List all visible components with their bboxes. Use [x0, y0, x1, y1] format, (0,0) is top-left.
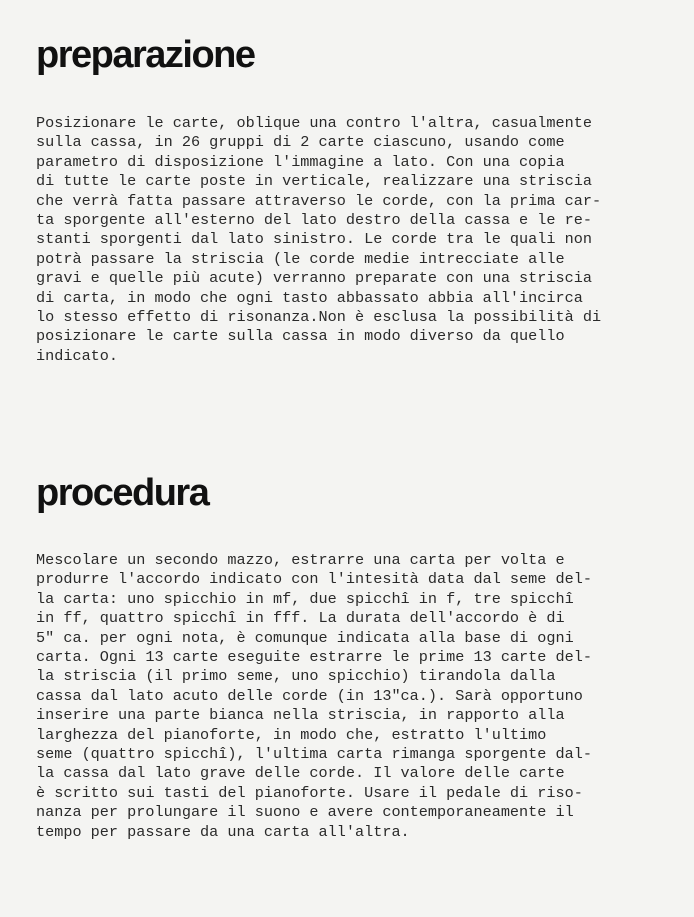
text-line: potrà passare la striscia (le corde medie intrecciate alle [36, 249, 565, 268]
text-line: seme (quattro spicchî), l'ultima carta rimanga sporgente dal- [36, 745, 592, 764]
text-line: larghezza del pianoforte, in modo che, estratto l'ultimo [36, 725, 547, 744]
section-title-preparazione: preparazione [36, 34, 255, 76]
text-line: parametro di disposizione l'immagine a lato. Con una copia [36, 152, 565, 171]
text-line: che verrà fatta passare attraverso le corde, con la prima car- [36, 191, 602, 210]
text-line: 5" ca. per ogni nota, è comunque indicata alla base di ogni [36, 628, 574, 647]
text-line: sulla cassa, in 26 gruppi di 2 carte ciascuno, usando come [36, 133, 565, 152]
text-line: la cassa dal lato grave delle corde. Il valore delle carte [36, 764, 565, 783]
text-line: nanza per prolungare il suono e avere contemporaneamente il [36, 803, 574, 822]
text-line: cassa dal lato acuto delle corde (in 13"ca.). Sarà opportuno [36, 686, 583, 705]
text-line: ta sporgente all'esterno del lato destro della cassa e le re- [36, 211, 592, 230]
text-line: in ff, quattro spicchî in fff. La durata dell'accordo è di [36, 609, 565, 628]
section-body-preparazione [36, 114, 681, 366]
text-line: lo stesso effetto di risonanza.Non è esclusa la possibilità di [36, 308, 602, 327]
text-line: carta. Ogni 13 carte eseguite estrarre le prime 13 carte del- [36, 648, 592, 667]
section-title-procedura: procedura [36, 472, 209, 514]
text-line: indicato. [36, 346, 119, 365]
text-line: Mescolare un secondo mazzo, estrarre una carta per volta e [36, 551, 565, 569]
text-line: inserire una parte bianca nella striscia, in rapporto alla [36, 706, 565, 725]
text-line: la carta: uno spicchio in mf, due spicchî in f, tre spicchî [36, 589, 574, 608]
text-line: Posizionare le carte, oblique una contro l'altra, casualmente [36, 114, 592, 132]
section-body-procedura [36, 551, 681, 842]
text-line: stanti sporgenti dal lato sinistro. Le corde tra le quali non [36, 230, 592, 249]
text-line: posizionare le carte sulla cassa in modo diverso da quello [36, 327, 565, 346]
text-line: è scritto sui tasti del pianoforte. Usare il pedale di riso- [36, 783, 583, 802]
text-line: di carta, in modo che ogni tasto abbassato abbia all'incirca [36, 288, 583, 307]
text-line: produrre l'accordo indicato con l'intesità data dal seme del- [36, 570, 592, 589]
text-line: di tutte le carte poste in verticale, realizzare una striscia [36, 172, 592, 191]
text-line: la striscia (il primo seme, uno spicchio) tirandola dalla [36, 667, 556, 686]
text-line: gravi e quelle più acute) verranno preparate con una striscia [36, 269, 592, 288]
text-line: tempo per passare da una carta all'altra. [36, 822, 410, 841]
